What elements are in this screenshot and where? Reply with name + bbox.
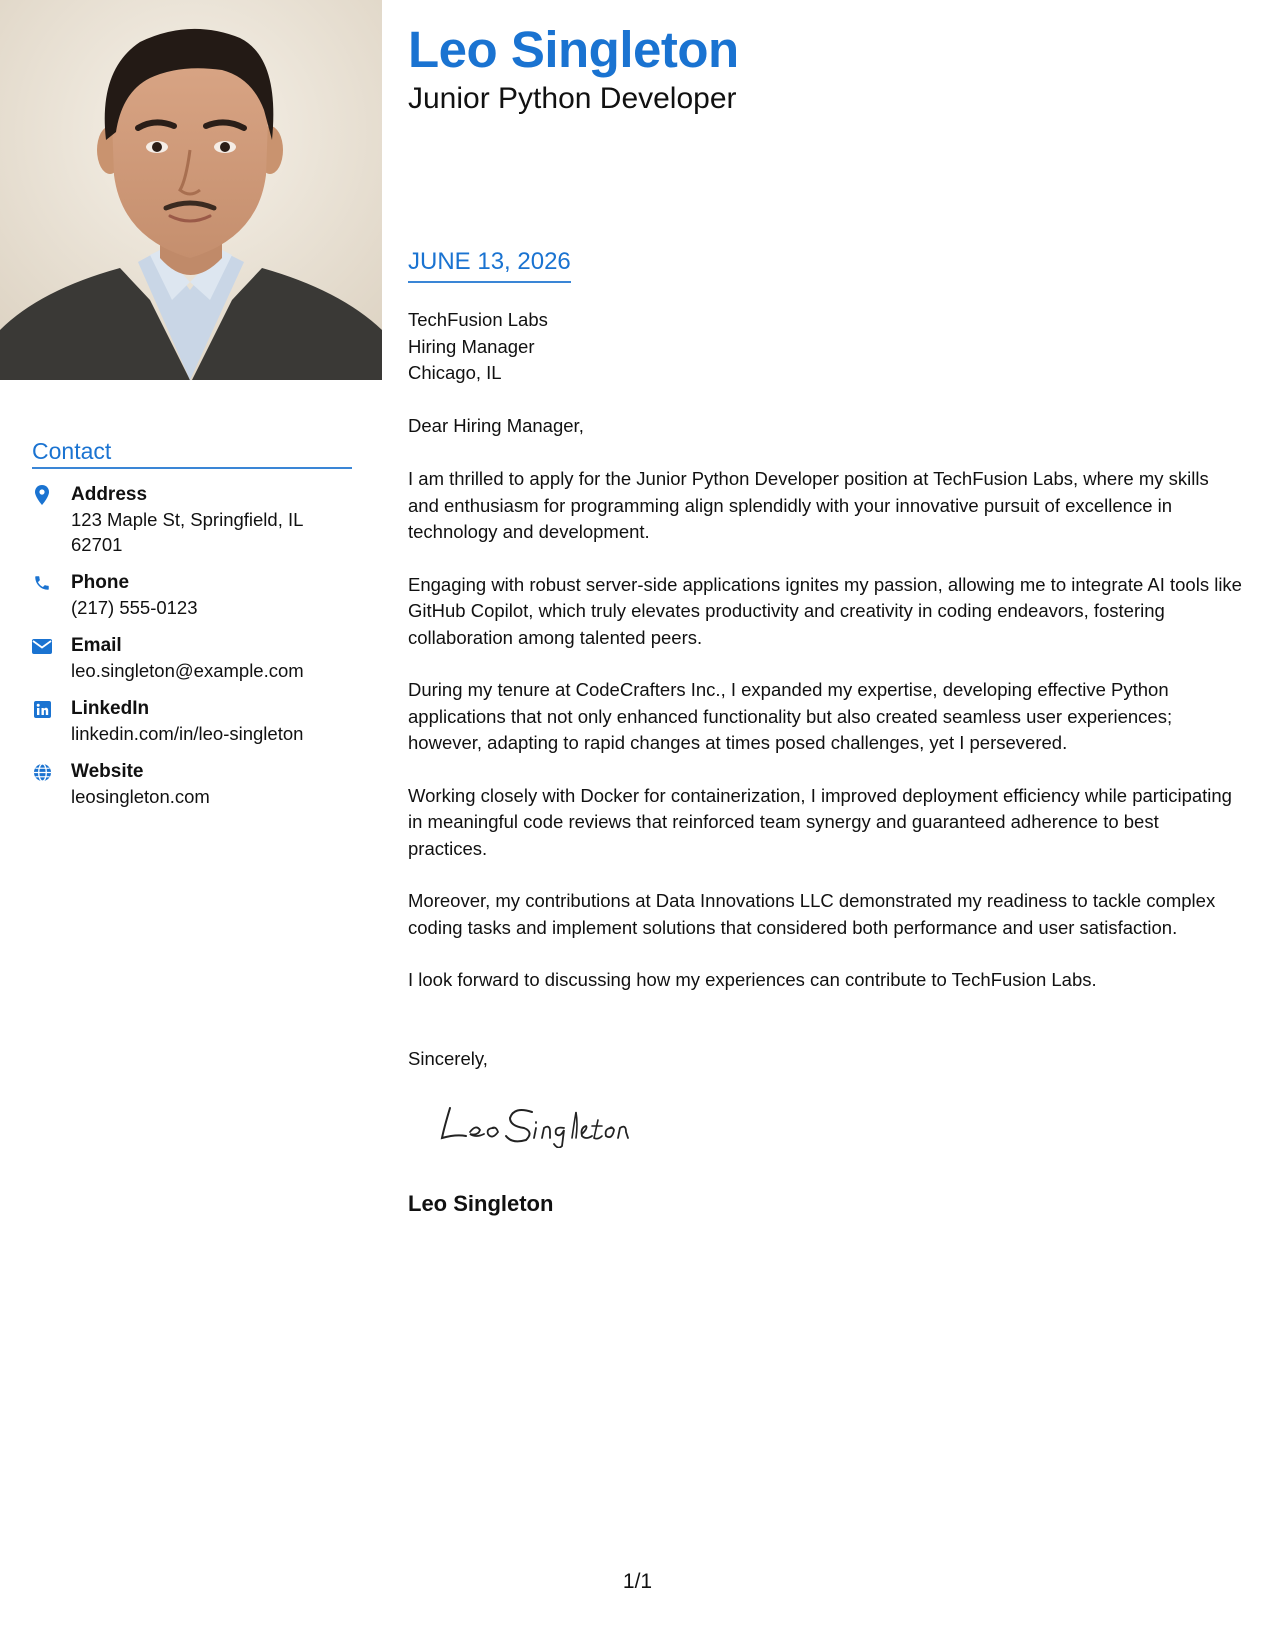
paragraph: Working closely with Docker for containerization, I improved deployment efficiency while participating in meaningful code reviews that reinforced team synergy and guaranteed adherence to best practices.: [408, 784, 1232, 859]
email-label: Email: [71, 635, 122, 656]
linkedin-label: LinkedIn: [71, 698, 150, 719]
paragraph: I look forward to discussing how my experiences can contribute to TechFusion Labs.: [408, 969, 1097, 990]
address-value: 123 Maple St, Springfield, IL 62701: [71, 509, 303, 555]
paragraph: Moreover, my contributions at Data Innovations LLC demonstrated my readiness to tackle complex coding tasks and implement solutions that considered both performance and user satisfaction.: [408, 890, 1216, 938]
phone-value: (217) 555-0123: [71, 597, 198, 618]
letter-date: JUNE 13, 2026: [408, 248, 571, 283]
salutation: Dear Hiring Manager,: [408, 415, 584, 436]
globe-icon: [32, 762, 52, 782]
phone-icon: [32, 573, 52, 593]
website-label: Website: [71, 761, 144, 782]
paragraph: During my tenure at CodeCrafters Inc., I expanded my expertise, developing effective Python applications that not only enhanced functionality but also created seamless user experiences; however, adapting to rapid changes at times posed challenges, yet I persevered.: [408, 679, 1173, 753]
website-value: leosingleton.com: [71, 786, 210, 807]
recipient-title: Hiring Manager: [408, 335, 535, 357]
letter-body: [408, 466, 1243, 1020]
paragraph: I am thrilled to apply for the Junior Python Developer position at TechFusion Labs, where my skills and enthusiasm for programming align splendidly with your innovative pursuit of excellence in technology and development.: [408, 468, 1209, 542]
closing: Sincerely,: [408, 1048, 488, 1069]
contact-phone: [32, 570, 352, 620]
linkedin-value: linkedin.com/in/leo-singleton: [71, 723, 304, 744]
recipient-company: TechFusion Labs: [408, 309, 548, 330]
address-label: Address: [71, 484, 148, 505]
contact-address: [32, 482, 352, 557]
profile-photo: [0, 0, 382, 380]
contact-website: [32, 759, 352, 809]
recipient-block: [408, 307, 548, 387]
map-pin-icon: [32, 485, 52, 505]
linkedin-icon: [32, 699, 52, 719]
signed-name: Leo Singleton: [408, 1191, 554, 1216]
page-number: 1/1: [622, 1570, 653, 1593]
contact-sidebar: [32, 438, 352, 822]
paragraph: Engaging with robust server-side applications ignites my passion, allowing me to integrate AI tools like GitHub Copilot, which truly elevates productivity and creativity in coding endeavors, fostering collaboration among talented peers.: [408, 573, 1242, 648]
email-value: leo.singleton@example.com: [71, 660, 304, 681]
handwritten-signature: [436, 1098, 636, 1153]
phone-label: Phone: [71, 572, 130, 593]
contact-email: [32, 633, 352, 683]
contact-linkedin: [32, 696, 352, 746]
recipient-location: Chicago, IL: [408, 362, 502, 383]
applicant-name: Leo Singleton: [408, 21, 739, 78]
email-icon: [32, 636, 52, 656]
applicant-role: Junior Python Developer: [408, 82, 737, 115]
contact-heading: Contact: [32, 438, 352, 469]
